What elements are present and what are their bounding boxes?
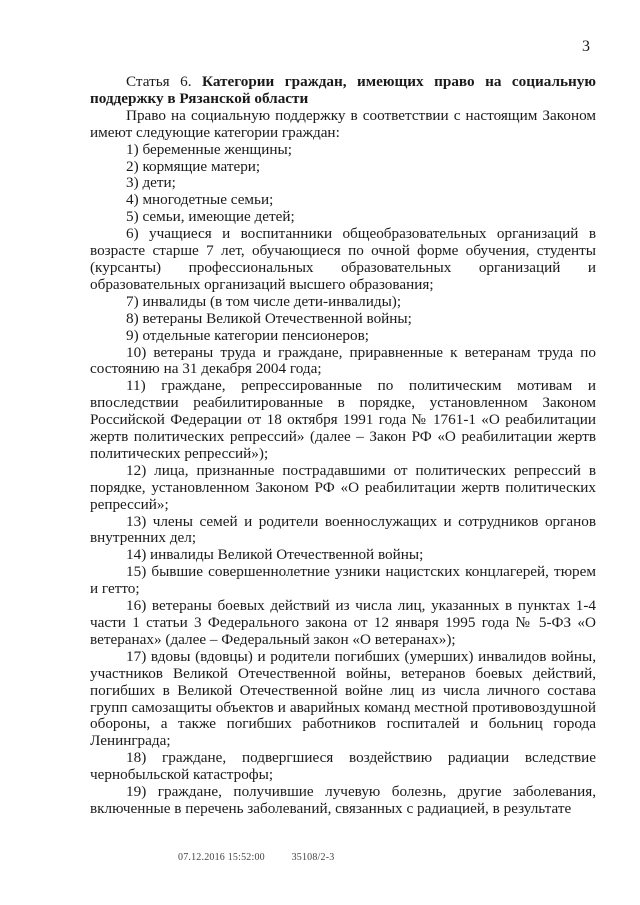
list-item: 13) члены семей и родители военнослужащих и сотрудников органов внутренних дел; (90, 512, 596, 547)
document-body (90, 74, 596, 818)
list-item: 1) беременные женщины; (126, 140, 292, 158)
list-item: 14) инвалиды Великой Отечественной войны; (126, 546, 424, 564)
list-item: 19) граждане, получившие лучевую болезнь, другие заболевания, включенные в перечень заболеваний, связанных с радиацией, в результате (90, 783, 596, 817)
page-number: 3 (582, 38, 590, 55)
list-item: 2) кормящие матери; (126, 157, 261, 175)
list-item: 5) семьи, имеющие детей; (126, 208, 295, 226)
list-item: 12) лица, признанные пострадавшими от политических репрессий в порядке, установленном Законом РФ «О реабилитации жертв политических репрессий»; (90, 461, 596, 513)
article-heading (90, 74, 596, 108)
list-item: 7) инвалиды (в том числе дети-инвалиды); (126, 292, 402, 310)
list-item: 3) дети; (126, 174, 176, 192)
list-item: 10) ветераны труда и граждане, приравненные к ветеранам труда по состоянию на 31 декабря 2004 года; (90, 343, 596, 378)
list-item: 6) учащиеся и воспитанники общеобразовательных организаций в возрасте старше 7 лет, обучающиеся по очной форме обучения, студенты (курсанты) профессиональных образовательных организаций и образовательных организаций высшего образования; (90, 225, 596, 293)
list-item: 16) ветераны боевых действий из числа лиц, указанных в пунктах 1-4 части 1 статьи 3 Федерального закона от 12 января 1995 года № 5-ФЗ «О ветеранах» (далее – Федеральный закон «О ветеранах»); (90, 597, 596, 648)
footer-timestamp: 07.12.2016 15:52:00 (178, 852, 265, 863)
list-item: 4) многодетные семьи; (126, 191, 274, 209)
list-item: 8) ветераны Великой Отечественной войны; (126, 309, 412, 327)
document-footer (178, 852, 334, 863)
list-item: 18) граждане, подвергшиеся воздействию радиации вследствие чернобыльской катастрофы; (90, 749, 596, 784)
list-item: 15) бывшие совершеннолетние узники нацистских концлагерей, тюрем и гетто; (90, 563, 596, 598)
list-item: 17) вдовы (вдовцы) и родители погибших (умерших) инвалидов войны, участников Великой Отечественной войны, ветеранов боевых действий, погибших в Великой Отечественной войне лиц из числа личного состава групп самозащиты объектов и аварийных команд местной противовоздушной обороны, а также погибших работников госпиталей и больниц города Ленинграда; (90, 647, 596, 750)
list-item: 11) граждане, репрессированные по политическим мотивам и впоследствии реабилитированные в порядке, установленном Законом Российской Федерации от 18 октября 1991 года № 1761-1 «О реабилитации жертв политических репрессий» (далее – Закон РФ «О реабилитации жертв политических репрессий»); (90, 377, 596, 462)
article-title: Категории граждан, имеющих право на социальную поддержку в Рязанской области (90, 73, 596, 107)
article-label: Статья 6. (126, 73, 192, 90)
intro-paragraph: Право на социальную поддержку в соответствии с настоящим Законом имеют следующие категории граждан: (90, 106, 596, 141)
list-item: 9) отдельные категории пенсионеров; (126, 326, 369, 344)
footer-doc-code: 35108/2-3 (291, 852, 335, 863)
